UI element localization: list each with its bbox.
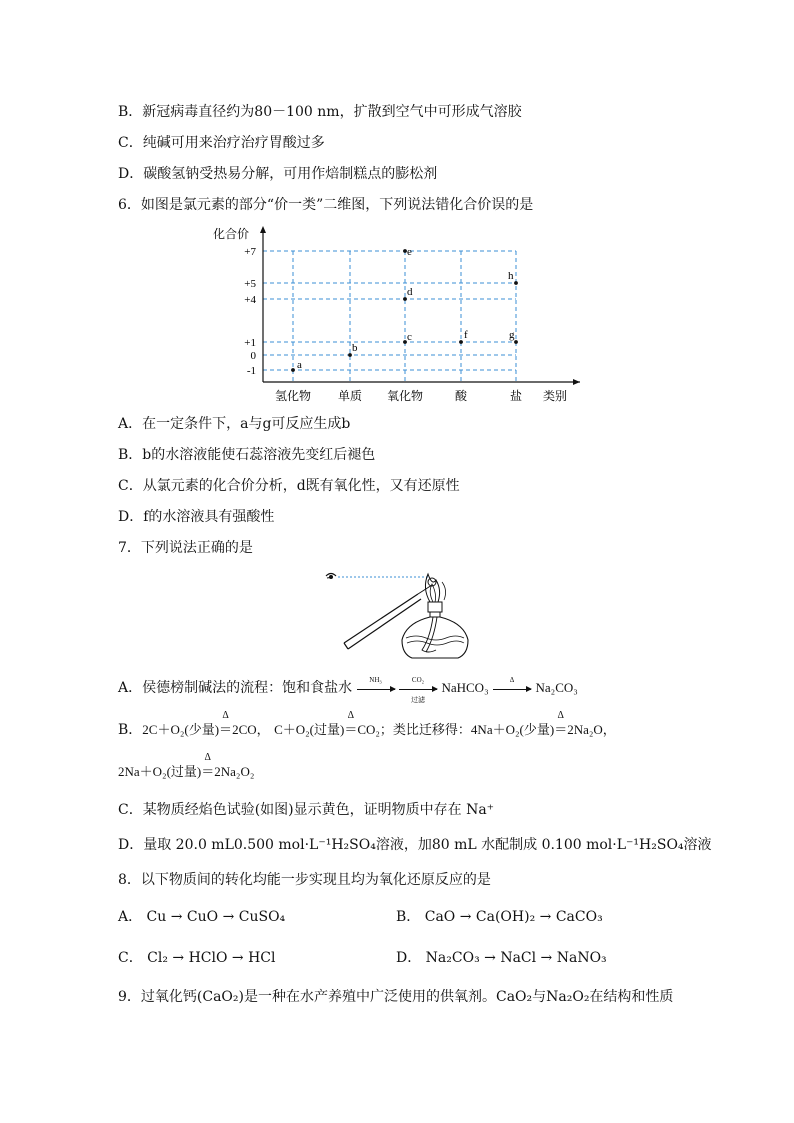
data-label-d: d [407, 286, 413, 298]
q7-option-b-line2 [118, 752, 255, 782]
q7-b-eq1-product: 2CO， [232, 722, 270, 737]
heat-equals: Δ ＝ [219, 710, 233, 737]
eye-icon [326, 574, 336, 580]
arrow-sublabel: 过滤 [411, 695, 426, 704]
reaction-arrow [399, 675, 437, 704]
q6-option-b: B．b的水溶液能使石蕊溶液先变红后褪色 [118, 447, 376, 463]
q7-b-eq4: 2Na＋O₂(过量) [118, 764, 202, 779]
reaction-arrow [493, 675, 531, 690]
q8-stem: 8．以下物质间的转化均能一步实现且均为氧化还原反应的是 [118, 872, 491, 888]
flame-test-illustration [320, 568, 470, 663]
data-label-g: g [509, 329, 515, 341]
q9-stem: 9．过氧化钙(CaO₂)是一种在水产养殖中广泛使用的供氧剂。CaO₂与Na₂O₂在结构和性质 [118, 989, 674, 1005]
data-point-h [514, 281, 518, 285]
heat-symbol: Δ [204, 752, 211, 763]
x-tick-label: 单质 [337, 389, 363, 403]
x-tick-label: 氢化物 [274, 389, 312, 403]
q6-stem: 6．如图是氯元素的部分“价一类”二维图，下列说法错化合价误的是 [118, 197, 534, 213]
q8-option-d: D． Na₂CO₃ → NaCl → NaNO₃ [396, 950, 607, 966]
q7-option-d: D．量取 20.0 mL0.500 mol·L⁻¹H₂SO₄溶液，加80 mL 水配制成 0.100 mol·L⁻¹H₂SO₄溶液 [118, 837, 712, 853]
data-label-a: a [297, 359, 302, 371]
y-tick-label: -1 [246, 365, 256, 377]
q7-a-end: Na₂CO₃ [535, 680, 578, 695]
y-tick-label: +7 [244, 246, 256, 258]
heat-symbol: Δ [222, 710, 229, 721]
q7-b-eq2-product: CO₂；类比迁移得：4Na＋O₂(少量) [357, 722, 555, 737]
y-tick-label: 0 [250, 350, 256, 362]
q7-option-c: C．某物质经焰色试验(如图)显示黄色，证明物质中存在 Na⁺ [118, 802, 495, 818]
q7-b-eq1: 2C＋O₂(少量) [142, 722, 220, 737]
arrow-label: NH₃ [369, 675, 382, 684]
q6-option-c: C．从氯元素的化合价分析，d既有氧化性，又有还原性 [118, 478, 460, 494]
data-point-g [514, 340, 518, 344]
q5-option-d: D．碳酸氢钠受热易分解，可用作焙制糕点的膨松剂 [118, 166, 438, 182]
y-tick-label: +1 [244, 337, 256, 349]
heat-symbol: Δ [347, 710, 355, 721]
y-tick-label: +4 [244, 294, 256, 306]
alcohol-lamp [402, 602, 468, 658]
q7-b-eq3-product: 2Na₂O， [567, 722, 616, 737]
q8-option-b: B． CaO → Ca(OH)₂ → CaCO₃ [396, 909, 603, 925]
q7-a-mid: NaHCO₃ [441, 680, 489, 695]
data-label-b: b [352, 342, 358, 354]
q7-option-a [118, 675, 578, 704]
heat-equals: Δ ＝ [344, 710, 358, 737]
x-tick-label: 盐 [509, 389, 523, 403]
q7-a-prefix: A．侯德榜制碱法的流程：饱和食盐水 [118, 680, 353, 696]
data-label-e: e [407, 246, 412, 258]
flame [425, 574, 445, 602]
q5-option-b: B．新冠病毒直径约为80－100 nm，扩散到空气中可形成气溶胶 [118, 104, 522, 120]
valence-category-chart [200, 222, 600, 407]
data-label-f: f [464, 329, 468, 341]
x-axis-title: 类别 [543, 389, 568, 403]
q7-b-eq4-product: 2Na₂O₂ [214, 764, 255, 779]
q7-stem: 7．下列说法正确的是 [118, 540, 253, 556]
q8-option-c: C． Cl₂ → HClO → HCl [118, 950, 276, 966]
q5-option-c: C．纯碱可用来治疗治疗胃酸过多 [118, 135, 325, 151]
y-axis-arrow-icon [260, 226, 266, 233]
arrow-label: Δ [509, 675, 515, 684]
q6-option-a: A．在一定条件下，a与g可反应生成b [118, 416, 351, 432]
x-tick-label: 酸 [454, 389, 468, 403]
heat-equals: Δ ＝ [554, 710, 568, 737]
y-axis-title: 化合价 [213, 227, 250, 241]
heat-symbol: Δ [557, 710, 564, 721]
q8-option-a: A． Cu → CuO → CuSO₄ [118, 909, 286, 925]
q7-option-b [118, 710, 616, 740]
y-tick-label: +5 [244, 278, 256, 290]
heat-equals: Δ ＝ [201, 752, 215, 779]
q7-b-eq2: C＋O₂(过量) [274, 722, 345, 737]
reaction-arrow [357, 675, 395, 690]
data-point-a [291, 368, 295, 372]
data-label-c: c [407, 331, 412, 343]
q7-b-prefix: B． [118, 722, 143, 738]
x-tick-label: 氧化物 [386, 389, 424, 403]
arrow-label: CO₂ [411, 675, 425, 684]
data-label-h: h [508, 270, 514, 282]
data-point-f [459, 340, 463, 344]
q6-option-d: D．f的水溶液具有强酸性 [118, 509, 275, 525]
x-axis-arrow-icon [573, 379, 580, 385]
